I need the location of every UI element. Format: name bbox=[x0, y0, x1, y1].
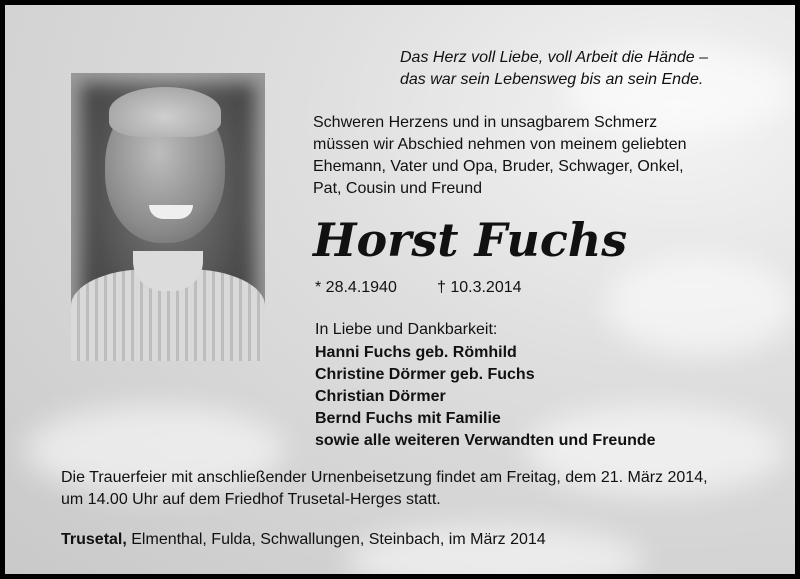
funeral-line-1: Die Trauerfeier mit anschließender Urnenbeisetzung findet am Freitag, dem 21. März 2014, bbox=[61, 469, 708, 486]
intro-line-4: Pat, Cousin und Freund bbox=[313, 180, 482, 197]
mourner-4: Bernd Fuchs mit Familie bbox=[315, 410, 501, 427]
poem-line-2: das war sein Lebensweg bis an sein Ende. bbox=[400, 71, 704, 88]
poem-line-1: Das Herz voll Liebe, voll Arbeit die Hände – bbox=[400, 49, 709, 66]
portrait-photo bbox=[71, 73, 265, 361]
mourner-5: sowie alle weiteren Verwandten und Freunde bbox=[315, 432, 656, 449]
funeral-line-2: um 14.00 Uhr auf dem Friedhof Trusetal-Herges statt. bbox=[61, 491, 441, 508]
thanks-intro: In Liebe und Dankbarkeit: bbox=[315, 321, 498, 338]
intro-line-1: Schweren Herzens und in unsagbarem Schmerz bbox=[313, 114, 658, 131]
intro-line-2: müssen wir Abschied nehmen von meinem geliebten bbox=[313, 136, 687, 153]
cloud bbox=[605, 255, 795, 355]
intro-line-3: Ehemann, Vater und Opa, Bruder, Schwager, Onkel, bbox=[313, 158, 684, 175]
place-details: Elmenthal, Fulda, Schwallungen, Steinbach, im März 2014 bbox=[126, 531, 546, 548]
birth-date: * 28.4.1940 bbox=[315, 279, 397, 296]
death-date: † 10.3.2014 bbox=[437, 279, 522, 296]
mourner-2: Christine Dörmer geb. Fuchs bbox=[315, 366, 535, 383]
place-name: Trusetal, bbox=[61, 531, 127, 548]
mourner-1: Hanni Fuchs geb. Römhild bbox=[315, 344, 517, 361]
hair bbox=[109, 87, 221, 137]
place-date-line bbox=[61, 529, 546, 551]
mourner-3: Christian Dörmer bbox=[315, 388, 446, 405]
deceased-name: Horst Fuchs bbox=[313, 213, 628, 267]
